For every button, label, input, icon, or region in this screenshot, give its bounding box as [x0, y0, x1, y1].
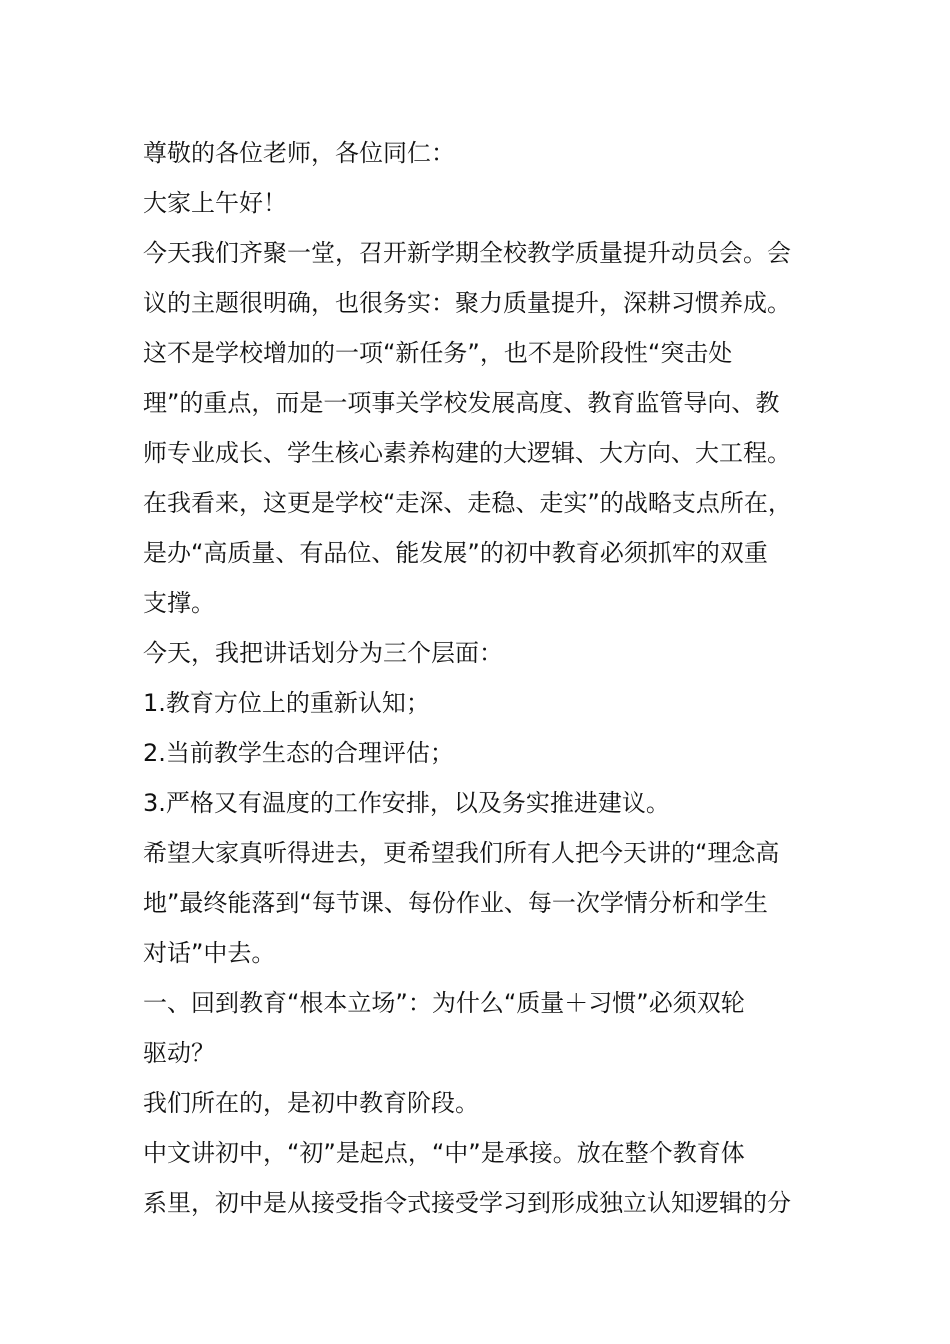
text-line: 是办“高质量、有品位、能发展”的初中教育必须抓牢的双重 [143, 539, 768, 567]
text-line: 今天我们齐聚一堂，召开新学期全校教学质量提升动员会。会 [143, 239, 791, 267]
section-heading: 一、回到教育“根本立场”：为什么“质量＋习惯”必须双轮 [143, 989, 745, 1017]
text-line: 中文讲初中，“初”是起点，“中”是承接。放在整个教育体 [143, 1139, 745, 1167]
text-line: 师专业成长、学生核心素养构建的大逻辑、大方向、大工程。 [143, 439, 791, 467]
text-line: 对话”中去。 [143, 939, 276, 967]
text-line: 理”的重点，而是一项事关学校发展高度、教育监管导向、教 [143, 389, 780, 417]
list-item-3: 3.严格又有温度的工作安排，以及务实推进建议。 [143, 789, 670, 817]
text-line: 系里，初中是从接受指令式接受学习到形成独立认知逻辑的分 [143, 1189, 791, 1217]
text-line: 支撑。 [143, 589, 215, 617]
document-body [143, 128, 833, 1228]
text-line: 希望大家真听得进去，更希望我们所有人把今天讲的“理念高 [143, 839, 780, 867]
list-item-2: 2.当前教学生态的合理评估； [143, 739, 454, 767]
text-line: 这不是学校增加的一项“新任务”，也不是阶段性“突击处 [143, 339, 733, 367]
text-line: 议的主题很明确，也很务实：聚力质量提升，深耕习惯养成。 [143, 289, 791, 317]
text-line: 地”最终能落到“每节课、每份作业、每一次学情分析和学生 [143, 889, 768, 917]
greeting: 大家上午好！ [143, 189, 287, 217]
text-line: 我们所在的，是初中教育阶段。 [143, 1089, 479, 1117]
text-line: 今天，我把讲话划分为三个层面： [143, 639, 503, 667]
list-item-1: 1.教育方位上的重新认知； [143, 689, 430, 717]
salutation: 尊敬的各位老师，各位同仁： [143, 139, 455, 167]
section-heading: 驱动？ [143, 1039, 215, 1067]
text-line: 在我看来，这更是学校“走深、走稳、走实”的战略支点所在， [143, 489, 792, 517]
